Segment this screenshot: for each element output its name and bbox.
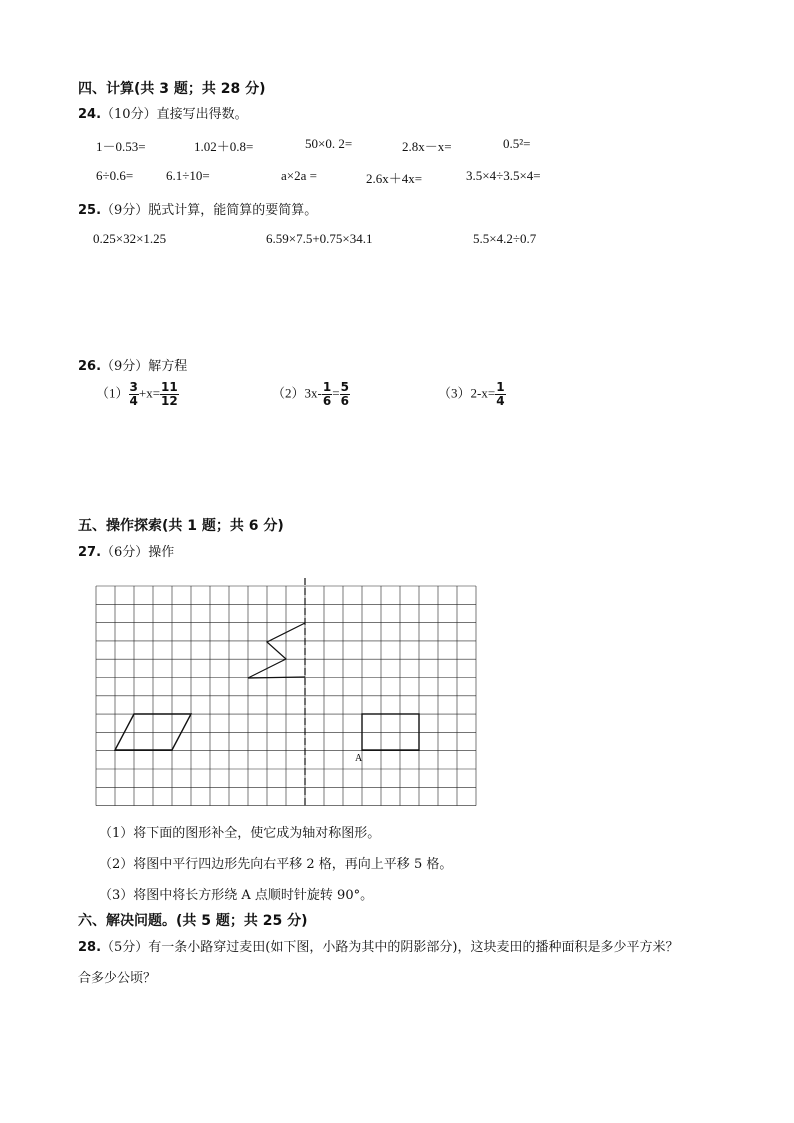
calc-item: 3.5×4÷3.5×4= (466, 168, 541, 183)
numerator: 5 (340, 380, 349, 394)
half-figure (248, 623, 305, 678)
denominator: 6 (322, 394, 332, 408)
question-text: （9分）脱式计算，能简算的要简算。 (101, 203, 318, 218)
calc-item: 6÷0.6= (96, 168, 134, 183)
subquestion-2: （2）将图中平行四边形先向右平移 2 格，再向上平移 5 格。 (99, 857, 453, 872)
calc-item: 50×0. 2= (305, 136, 353, 151)
question-text: （6分）操作 (101, 545, 175, 560)
equation-label: （2） (272, 385, 305, 401)
equation-text: = (332, 385, 340, 401)
numerator: 1 (322, 380, 332, 394)
subquestion-1: （1）将下面的图形补全，使它成为轴对称图形。 (99, 826, 381, 841)
calc-item: 2.6x＋4x= (366, 171, 423, 186)
point-a-label: A (355, 753, 363, 764)
numerator: 1 (496, 380, 505, 394)
question-number: 28. (78, 940, 102, 955)
section-four-heading: 四、计算(共 3 题；共 28 分) (78, 81, 266, 97)
calc-expression: 5.5×4.2÷0.7 (473, 231, 537, 246)
question-text: （5分）有一条小路穿过麦田(如下图，小路为其中的阴影部分)，这块麦田的播种面积是多少平方米？ (101, 940, 679, 955)
calc-item: 0.5²= (503, 136, 531, 151)
equation-label: （1） (96, 385, 129, 401)
calc-expression: 0.25×32×1.25 (93, 231, 167, 246)
section-five-heading: 五、操作探索(共 1 题；共 6 分) (78, 518, 284, 534)
section-six-heading: 六、解决问题。(共 5 题；共 25 分) (78, 913, 308, 929)
calc-item: 1－0.53= (96, 139, 146, 154)
denominator: 12 (161, 394, 178, 408)
grid-lines (96, 586, 476, 806)
equation-text: 3x- (304, 385, 322, 401)
denominator: 6 (340, 394, 349, 408)
calc-item: a×2a = (281, 168, 317, 183)
numerator: 3 (129, 380, 138, 394)
question-number: 24. (78, 107, 102, 122)
equation-text: 2-x= (470, 385, 496, 401)
denominator: 4 (129, 394, 138, 408)
question-text: （9分）解方程 (101, 359, 188, 374)
calc-item: 2.8x－x= (402, 139, 452, 154)
question-number: 25. (78, 203, 102, 218)
subquestion-3: （3）将图中将长方形绕 A 点顺时针旋转 90°。 (99, 888, 374, 903)
question-number: 26. (78, 359, 102, 374)
denominator: 4 (496, 394, 505, 408)
question-28-continued: 合多少公顷？ (78, 971, 157, 986)
equation-label: （3） (438, 385, 471, 401)
calc-expression: 6.59×7.5+0.75×34.1 (266, 231, 373, 246)
numerator: 11 (161, 380, 178, 394)
calc-item: 6.1÷10= (166, 168, 210, 183)
question-28 (78, 936, 678, 955)
rectangle (362, 714, 419, 750)
calc-item: 1.02＋0.8= (194, 139, 254, 154)
equation-text: +x= (138, 385, 161, 401)
question-text: （10分）直接写出得数。 (101, 107, 248, 122)
question-number: 27. (78, 545, 102, 560)
